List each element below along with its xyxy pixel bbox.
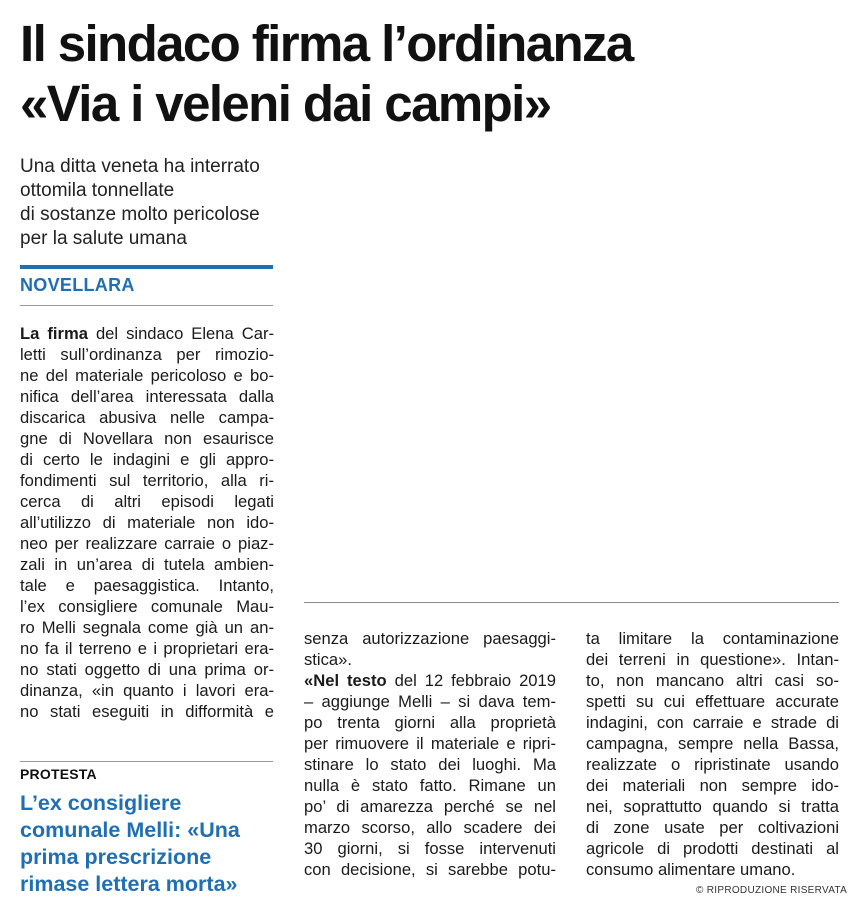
article-line: di zone usate per coltivazioni — [586, 818, 839, 837]
article-line: fondimenti sul territorio, alla ri- — [20, 471, 274, 490]
article-line: La firma del sindaco Elena Car- — [20, 324, 274, 343]
article-line: dinanza, «in quanto i lavori era- — [20, 681, 274, 700]
article-line: no stati oggetto di una prima or- — [20, 660, 274, 679]
article-line: discarica abusiva nelle campa- — [20, 408, 274, 427]
article-line: no stati eseguiti in difformità e — [20, 702, 274, 721]
article-line: per rimuovere il materiale e ripri- — [304, 734, 556, 753]
article-line: po’ di amarezza perché se nel — [304, 797, 556, 816]
article-line: consumo alimentare umano. — [586, 860, 796, 879]
lead-in: «Nel testo — [304, 671, 387, 690]
article-line: indagini, con carraie e strade di — [586, 713, 839, 732]
article-line: po trenta giorni alla proprietà — [304, 713, 556, 732]
article-line: stinare lo stato dei luoghi. Ma — [304, 755, 556, 774]
article-column-1 — [20, 323, 274, 722]
headline-line-2: «Via i veleni dai campi» — [20, 75, 551, 132]
location-label: NOVELLARA — [20, 275, 135, 295]
pull-quote-line: rimase lettera morta» — [20, 872, 238, 896]
article-column-2 — [304, 628, 556, 880]
article-line: cerca di altri episodi legati — [20, 492, 274, 511]
article-line: dei materiali non sempre ido- — [586, 776, 839, 795]
copyright-notice: © RIPRODUZIONE RISERVATA — [696, 885, 848, 896]
article-column-3 — [586, 628, 839, 880]
pull-quote-line: prima prescrizione — [20, 845, 212, 869]
article-line: tale e paesaggistica. Intanto, — [20, 576, 274, 595]
subheadline-line: per la salute umana — [20, 228, 187, 249]
article-line: to, non mancano altri casi so- — [586, 671, 839, 690]
section-rule — [20, 265, 273, 269]
article-line: campagna, sempre nella Bassa, — [586, 734, 839, 753]
article-line: l’ex consigliere comunale Mau- — [20, 597, 274, 616]
article-line: no fa il terreno e i proprietari era- — [20, 639, 274, 658]
article-line: senza autorizzazione paesaggi- — [304, 629, 556, 648]
article-line: zali in un’area di tutela ambien- — [20, 555, 274, 574]
article-line: nulla è stato fatto. Rimane un — [304, 776, 556, 795]
headline — [20, 14, 850, 134]
article-line: nifica dell’area interessata dalla — [20, 387, 274, 406]
article-line: «Nel testo del 12 febbraio 2019 — [304, 671, 556, 690]
article-line: spetti su cui effettuare accurate — [586, 692, 839, 711]
article-line: realizzate o ripristinate usando — [586, 755, 839, 774]
subheadline — [20, 155, 282, 251]
article-line: nei, soprattutto quando si tratta — [586, 797, 839, 816]
article-line: di certo le indagini e gli appro- — [20, 450, 274, 469]
article-line: con decisione, si sarebbe potu- — [304, 860, 556, 879]
divider — [20, 305, 273, 306]
article-line: 30 giorni, si fosse intervenuti — [304, 839, 556, 858]
article-line: gne di Novellara non esaurisce — [20, 429, 274, 448]
article-line: ro Melli segnala come già un an- — [20, 618, 274, 637]
article-line: neo per realizzare carraie o piaz- — [20, 534, 274, 553]
divider — [20, 761, 273, 762]
article-line: agricole di prodotti destinati al — [586, 839, 839, 858]
lead-in: La firma — [20, 324, 88, 343]
subheadline-line: ottomila tonnellate — [20, 180, 175, 201]
article-line: ne del materiale pericoloso e bo- — [20, 366, 274, 385]
subheadline-line: Una ditta veneta ha interrato — [20, 156, 260, 177]
article-line: dei terreni in questione». Intan- — [586, 650, 839, 669]
article-line: ta limitare la contaminazione — [586, 629, 839, 648]
pull-quote-line: comunale Melli: «Una — [20, 818, 240, 842]
pull-quote-line: L’ex consigliere — [20, 791, 182, 815]
article-line: stica». — [304, 650, 352, 669]
pull-quote — [20, 790, 280, 898]
article-line: marzo scorso, allo scadere dei — [304, 818, 556, 837]
headline-line-1: Il sindaco firma l’ordinanza — [20, 15, 633, 72]
article-line: letti sull’ordinanza per rimozio- — [20, 345, 274, 364]
subheadline-line: di sostanze molto pericolose — [20, 204, 260, 225]
sidebar-kicker: PROTESTA — [20, 766, 97, 782]
divider — [304, 602, 839, 603]
article-line: all’utilizzo di materiale non ido- — [20, 513, 274, 532]
article-line: – aggiunge Melli – si dava tem- — [304, 692, 556, 711]
